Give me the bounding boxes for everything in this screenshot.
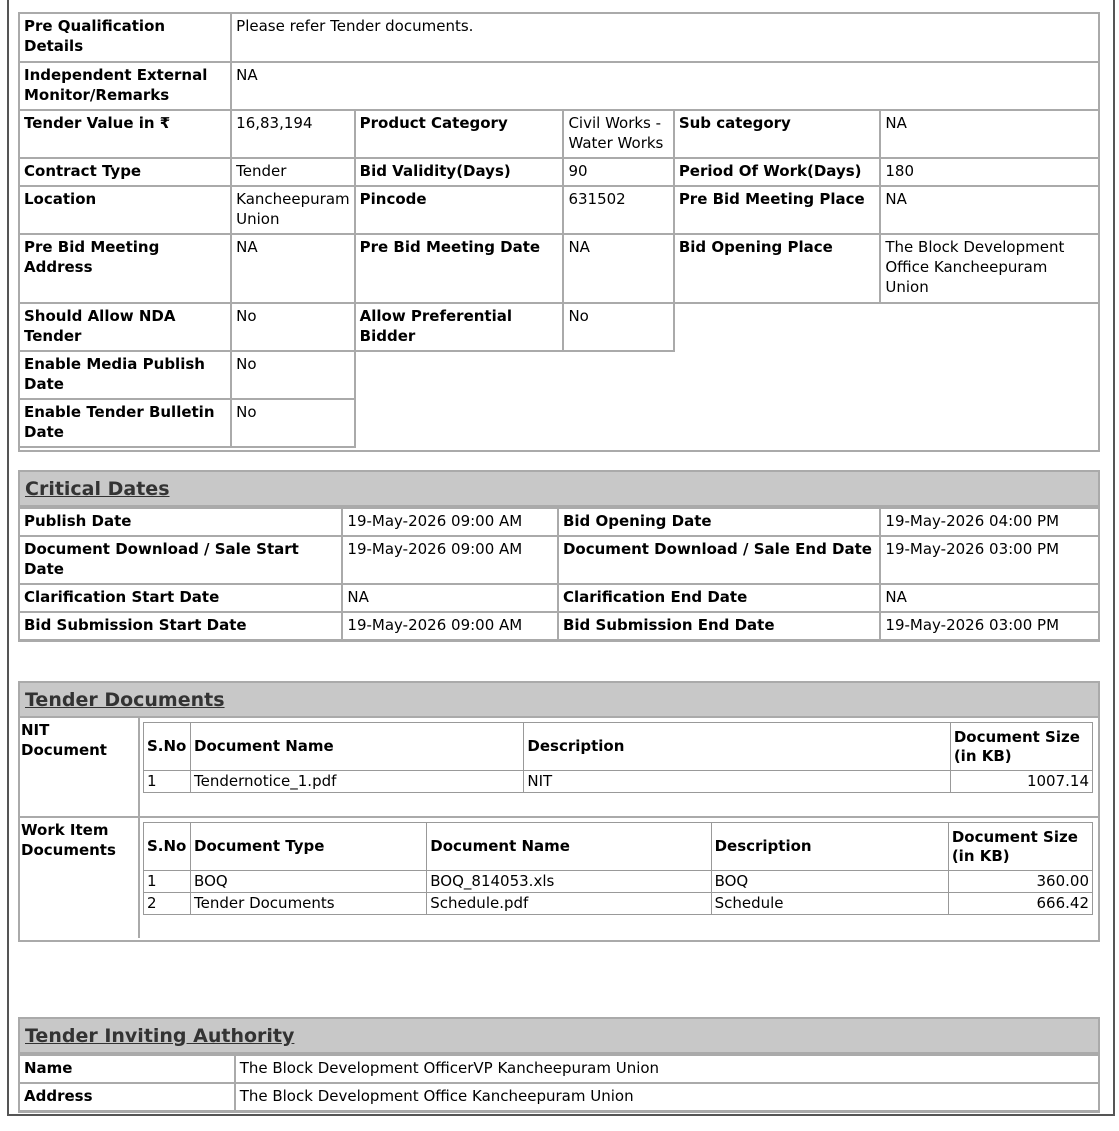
critical-dates-table (18, 507, 1100, 641)
basic-details-table (18, 12, 1100, 448)
sub-category-value: NA (880, 110, 1099, 158)
period-of-work-label: Period Of Work(Days) (674, 158, 881, 186)
nit-header-description: Description (524, 723, 950, 771)
pre-bid-address-value: NA (231, 234, 354, 303)
pincode-value: 631502 (563, 186, 673, 234)
pre-bid-place-label: Pre Bid Meeting Place (674, 186, 881, 234)
work-item-documents-label: Work Item Documents (21, 821, 116, 859)
sub-category-label: Sub category (674, 110, 881, 158)
pre-bid-address-label: Pre Bid Meeting Address (19, 234, 231, 303)
nit-header-sno: S.No (144, 723, 191, 771)
location-label: Location (19, 186, 231, 234)
nit-row-name[interactable]: Tendernotice_1.pdf (191, 771, 524, 793)
pre-qualification-label: Pre Qualification Details (19, 13, 231, 62)
work-row-1-sno: 1 (144, 871, 191, 893)
work-row-1-name[interactable]: BOQ_814053.xls (427, 871, 711, 893)
download-start-value: 19-May-2026 09:00 AM (342, 536, 558, 584)
bid-opening-date-label: Bid Opening Date (558, 508, 880, 536)
tender-bulletin-value: No (231, 399, 354, 447)
work-row-2-type: Tender Documents (191, 893, 427, 915)
bid-opening-place-value: The Block Development Office Kancheepuram Union (880, 234, 1099, 303)
bid-opening-date-value: 19-May-2026 04:00 PM (880, 508, 1099, 536)
bid-validity-value: 90 (563, 158, 673, 186)
work-row-2-name[interactable]: Schedule.pdf (427, 893, 711, 915)
nit-row-description: NIT (524, 771, 950, 793)
publish-date-label: Publish Date (19, 508, 342, 536)
download-start-label: Document Download / Sale Start Date (19, 536, 342, 584)
nit-header-name: Document Name (191, 723, 524, 771)
authority-name-value: The Block Development OfficerVP Kancheepuram Union (235, 1055, 1099, 1083)
nda-value: No (231, 303, 354, 351)
table-row (144, 893, 1093, 915)
authority-name-label: Name (19, 1055, 235, 1083)
media-publish-value: No (231, 351, 354, 399)
clarification-end-value: NA (880, 584, 1099, 612)
work-row-1-description: BOQ (711, 871, 948, 893)
work-row-2-size: 666.42 (948, 893, 1092, 915)
product-category-label: Product Category (355, 110, 564, 158)
clarification-start-value: NA (342, 584, 558, 612)
submission-end-value: 19-May-2026 03:00 PM (880, 612, 1099, 640)
iem-label: Independent External Monitor/Remarks (19, 62, 231, 110)
tender-inviting-authority-title: Tender Inviting Authority (25, 1025, 295, 1047)
preferential-bidder-value: No (563, 303, 673, 351)
product-category-value: Civil Works - Water Works (563, 110, 673, 158)
table-row (144, 771, 1093, 793)
submission-end-label: Bid Submission End Date (558, 612, 880, 640)
clarification-end-label: Clarification End Date (558, 584, 880, 612)
preferential-bidder-label: Allow Preferential Bidder (355, 303, 564, 351)
work-header-size: Document Size (in KB) (948, 823, 1092, 871)
submission-start-value: 19-May-2026 09:00 AM (342, 612, 558, 640)
clarification-start-label: Clarification Start Date (19, 584, 342, 612)
tender-value: 16,83,194 (231, 110, 354, 158)
download-end-value: 19-May-2026 03:00 PM (880, 536, 1099, 584)
nit-document-table (143, 722, 1093, 793)
iem-value: NA (231, 62, 1099, 110)
tender-documents-title: Tender Documents (25, 689, 225, 711)
nit-header-size: Document Size (in KB) (950, 723, 1092, 771)
contract-type-label: Contract Type (19, 158, 231, 186)
work-row-1-type: BOQ (191, 871, 427, 893)
authority-address-value: The Block Development Office Kancheepuram Union (235, 1083, 1099, 1111)
contract-type-value: Tender (231, 158, 354, 186)
work-header-description: Description (711, 823, 948, 871)
pre-qualification-value: Please refer Tender documents. (231, 13, 1099, 62)
authority-address-label: Address (19, 1083, 235, 1111)
media-publish-label: Enable Media Publish Date (19, 351, 231, 399)
work-header-type: Document Type (191, 823, 427, 871)
nit-document-label: NIT Document (21, 721, 107, 759)
download-end-label: Document Download / Sale End Date (558, 536, 880, 584)
pincode-label: Pincode (355, 186, 564, 234)
work-row-2-description: Schedule (711, 893, 948, 915)
work-row-1-size: 360.00 (948, 871, 1092, 893)
bid-validity-label: Bid Validity(Days) (355, 158, 564, 186)
publish-date-value: 19-May-2026 09:00 AM (342, 508, 558, 536)
work-header-name: Document Name (427, 823, 711, 871)
submission-start-label: Bid Submission Start Date (19, 612, 342, 640)
work-item-documents-table (143, 822, 1093, 915)
bid-opening-place-label: Bid Opening Place (674, 234, 881, 303)
authority-table (18, 1054, 1100, 1112)
pre-bid-date-value: NA (563, 234, 673, 303)
nit-row-size: 1007.14 (950, 771, 1092, 793)
location-value: Kancheepuram Union (231, 186, 354, 234)
pre-bid-place-value: NA (880, 186, 1099, 234)
nda-label: Should Allow NDA Tender (19, 303, 231, 351)
period-of-work-value: 180 (880, 158, 1099, 186)
tender-value-label: Tender Value in ₹ (19, 110, 231, 158)
work-header-sno: S.No (144, 823, 191, 871)
table-row (144, 871, 1093, 893)
work-row-2-sno: 2 (144, 893, 191, 915)
tender-bulletin-label: Enable Tender Bulletin Date (19, 399, 231, 447)
pre-bid-date-label: Pre Bid Meeting Date (355, 234, 564, 303)
nit-row-sno: 1 (144, 771, 191, 793)
critical-dates-title: Critical Dates (25, 478, 170, 500)
